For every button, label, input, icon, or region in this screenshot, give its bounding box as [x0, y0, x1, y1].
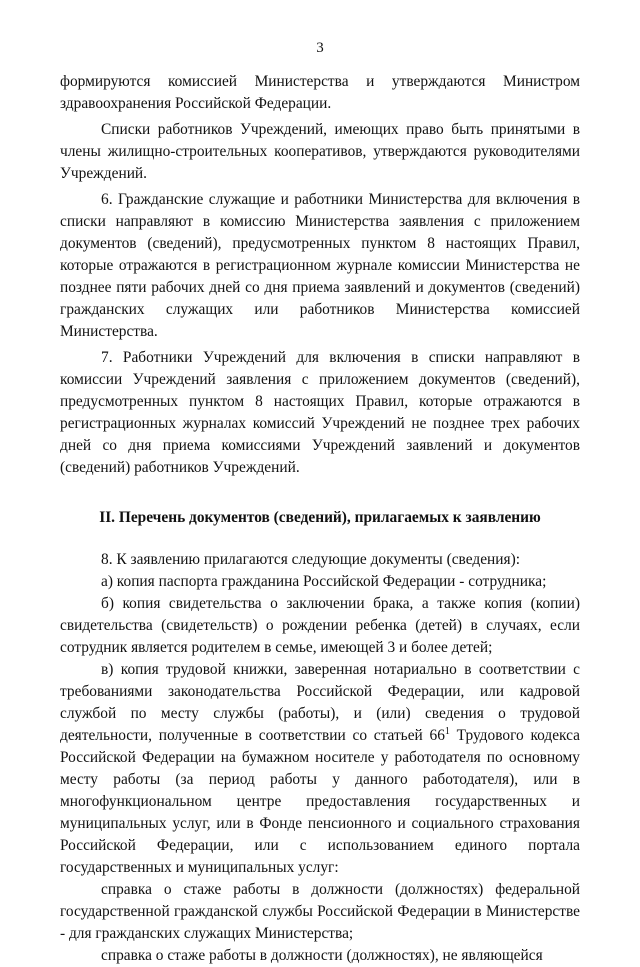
list-item-b: б) копия свидетельства о заключении брака, а также копия (копии) свидетельства (свидетельств) о рождении ребенка (детей) в случаях, если сотрудник является родителем в семье, имеющей 3 и более детей;: [60, 595, 580, 656]
paragraph-continuation: формируются комиссией Министерства и утверждаются Министром здравоохранения Российской Федерации.: [60, 73, 580, 112]
section-heading: II. Перечень документов (сведений), прилагаемых к заявлению: [99, 509, 541, 526]
list-item-v: [60, 659, 580, 879]
paragraph-item-7: 7. Работники Учреждений для включения в списки направляют в комиссии Учреждений заявления с приложением документов (сведений), предусмотренных пунктом 8 настоящих Правил, которые отражаются в регистрационных журналах комиссий Учреждений не позднее трех рабочих дней со дня приема комиссиями Учреждений заявлений и документов (сведений) работников Учреждений.: [60, 349, 580, 476]
paragraph-employee-lists: Списки работников Учреждений, имеющих право быть принятыми в члены жилищно-строительных кооперативов, утверждаются руководителями Учреждений.: [60, 121, 580, 182]
paragraph-certificate-other: справка о стаже работы в должности (должностях), не являющейся: [101, 947, 543, 964]
paragraph-certificate-ministry: справка о стаже работы в должности (должностях) федеральной государственной гражданской службы Российской Федерации в Министерстве - для гражданских служащих Министерства;: [60, 881, 580, 942]
list-item-v-text-cont: Трудового кодекса Российской Федерации на бумажном носителе у работодателя по основному месту работы (за период работы у данного работодателя), или в многофункциональном центре предоставления государственных и муниципальных услуг, или в Фонде пенсионного и социального страхования Российской Федерации, или с использованием единого портала государственных и муниципальных услуг:: [60, 727, 580, 876]
paragraph-item-6: 6. Гражданские служащие и работники Министерства для включения в списки направляют в комиссию Министерства заявления с приложением документов (сведений), предусмотренных пунктом 8 настоящих Правил, которые отражаются в регистрационном журнале комиссии Министерства не позднее пяти рабочих дней со дня приема заявлений и документов (сведений) гражданских служащих или работников Министерства комиссией Министерства.: [60, 191, 580, 340]
paragraph-item-8: 8. К заявлению прилагаются следующие документы (сведения):: [101, 551, 520, 568]
list-item-v-text: в) копия трудовой книжки, заверенная нотариально в соответствии с требованиями законодательства Российской Федерации, или кадровой службой по месту службы (работы), и (или) сведения о трудовой деятельности, полученные в соответствии со статьей 66: [60, 661, 580, 744]
list-item-a: а) копия паспорта гражданина Российской Федерации - сотрудника;: [101, 573, 547, 590]
article-superscript: 1: [444, 726, 450, 737]
page-number: 3: [316, 40, 324, 56]
